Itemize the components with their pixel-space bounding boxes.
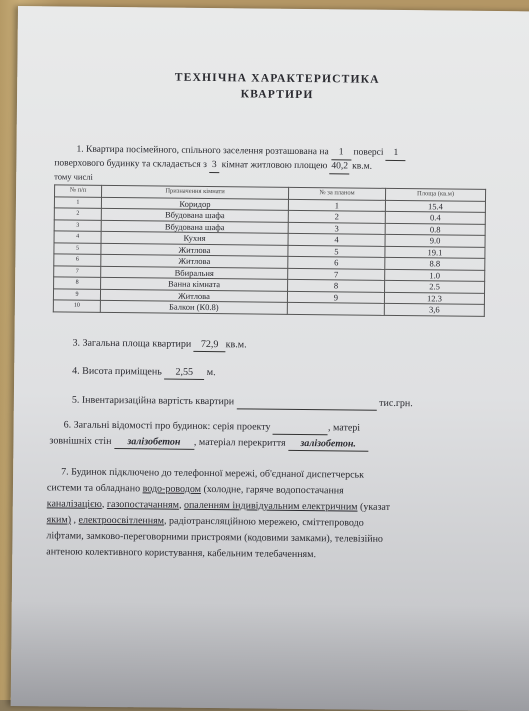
paragraph-7-line-4: [47, 513, 364, 529]
p7-text-water: (холодне, гаряче водопостачання: [200, 483, 344, 497]
heating-value: опаленням індивідуальним електричним: [183, 499, 358, 513]
p5-unit: тис.грн.: [379, 397, 413, 410]
p1-text-building: поверхового будинку та складається з: [54, 158, 207, 170]
total-area-value: 72,9: [194, 338, 226, 352]
p1-text-unit: кв.м.: [352, 161, 373, 172]
cell-number: 9: [53, 288, 100, 300]
cell-area: 8.8: [385, 257, 485, 270]
cell-purpose: Кухня: [101, 231, 288, 244]
p1-text-floor: поверсі: [353, 147, 384, 158]
cell-purpose: Житлова: [101, 254, 288, 267]
header-purpose: Призначення кімнати: [102, 185, 289, 198]
paragraph-7-line-3: [47, 497, 390, 514]
p5-text: 5. Інвентаризаційна вартість квартири: [71, 394, 235, 408]
cell-plan-number: 4: [288, 233, 385, 246]
p1-text: 1. Квартира посімейного, спільного заселення розташована на: [76, 144, 329, 158]
paragraph-7-line-6: антеною колективного користування, кабельним телебаченням.: [46, 546, 317, 561]
cell-number: 10: [53, 300, 100, 312]
cell-plan-number: 5: [288, 245, 385, 258]
cell-plan-number: 1: [288, 199, 385, 212]
header-area: Площа (кв.м): [385, 188, 485, 201]
water-supply-value: водо-роводом: [142, 483, 202, 495]
cell-plan-number: [287, 302, 384, 315]
p6-text-material: , матері: [327, 422, 361, 434]
cell-number: 3: [54, 219, 101, 231]
cell-purpose: Ванна кімната: [101, 277, 288, 290]
cell-area: 19.1: [385, 246, 485, 259]
cell-purpose: Вбудована шафа: [101, 220, 288, 233]
cell-plan-number: 8: [288, 279, 385, 292]
cell-number: 8: [54, 277, 101, 289]
rooms-table: [53, 184, 486, 316]
cell-number: 4: [54, 231, 101, 243]
cell-plan-number: 7: [288, 268, 385, 281]
living-area-value: 40,2: [330, 160, 350, 174]
p6-text-walls: зовнішніх стін: [49, 435, 112, 448]
document-title: ТЕХНІЧНА ХАРАКТЕРИСТИКА: [174, 71, 380, 86]
p3-unit: кв.м.: [225, 339, 247, 351]
paragraph-4: [72, 365, 216, 381]
p4-unit: м.: [206, 366, 216, 379]
cell-number: 6: [54, 254, 101, 266]
floor-value: 1: [331, 146, 351, 160]
cell-purpose: Вбудована шафа: [101, 208, 288, 221]
separator: ,: [101, 498, 107, 510]
p4-text: 4. Висота приміщень: [72, 365, 162, 378]
p6-text-ceiling: , матеріал перекриття: [193, 436, 286, 449]
cell-area: 0.8: [385, 223, 485, 236]
inventory-value-blank: [237, 395, 377, 410]
floor-material-value: залізобетон.: [288, 437, 368, 452]
cell-area: 2.5: [385, 280, 485, 293]
cell-purpose: Житлова: [101, 243, 288, 256]
cell-plan-number: 9: [287, 291, 384, 304]
document-page: [11, 6, 529, 711]
wall-material-value: залізобетон: [114, 435, 194, 450]
separator: ,: [178, 499, 185, 511]
p7-text-specify: (указат: [357, 501, 391, 513]
cell-purpose: Коридор: [101, 197, 288, 210]
cell-area: 12.3: [384, 292, 484, 305]
ceiling-height-value: 2,55: [164, 366, 204, 380]
paragraph-6-line-1: [64, 419, 361, 436]
header-plan-number: № за планом: [288, 187, 385, 200]
paragraph-5: [72, 394, 413, 412]
cell-number: 2: [54, 208, 101, 220]
cell-area: 3,6: [384, 303, 484, 316]
paragraph-7-line-1: 7. Будинок підключено до телефонної мережі, об'єднаної диспетчерськ: [61, 466, 365, 481]
p3-text: 3. Загальна площа квартири: [72, 337, 192, 350]
paragraph-6-line-2: [49, 434, 368, 451]
cell-area: 9.0: [385, 234, 485, 247]
cell-area: 0.4: [385, 211, 485, 224]
cell-area: 15.4: [385, 200, 485, 213]
cell-area: 1.0: [385, 269, 485, 282]
cell-purpose: Балкон (К0.8): [100, 300, 287, 313]
floors-total-value: 1: [386, 147, 406, 161]
cell-number: 5: [54, 242, 101, 254]
project-series-blank: [273, 421, 328, 436]
which-value: яким): [46, 514, 72, 526]
p6-text: 6. Загальні відомості про будинок: серія проекту: [63, 419, 271, 433]
paragraph-3: [72, 337, 246, 353]
paragraph-7-line-5: ліфтами, замково-переговорними пристроями (кодовими замками), телевізійно: [46, 530, 384, 545]
cell-number: 1: [54, 196, 101, 208]
sewerage-value: каналізацією: [46, 498, 102, 510]
electric-lighting-value: електроосвітленням: [78, 514, 165, 527]
header-number: № п/п: [55, 185, 102, 197]
p7-text: системи та обладнано: [46, 482, 141, 495]
cell-plan-number: 6: [288, 256, 385, 269]
rooms-count-value: 3: [209, 159, 219, 173]
paragraph-1-line-3: тому числі: [54, 171, 93, 182]
gas-supply-value: газопостачанням: [106, 498, 180, 511]
cell-plan-number: 2: [288, 210, 385, 223]
paragraph-7-line-2: [47, 481, 344, 497]
p7-text-radio: , радіотрансляційною мережею, сміттепроводо: [163, 515, 364, 529]
cell-purpose: Вбиральня: [101, 266, 288, 279]
cell-purpose: Житлова: [100, 289, 287, 302]
paragraph-1-line-2: [54, 157, 372, 174]
document-subtitle: КВАРТИРИ: [240, 88, 314, 102]
cell-plan-number: 3: [288, 222, 385, 235]
cell-number: 7: [54, 265, 101, 277]
separator: ,: [71, 514, 79, 526]
p1-text-living: кімнат житловою площею: [221, 160, 328, 172]
